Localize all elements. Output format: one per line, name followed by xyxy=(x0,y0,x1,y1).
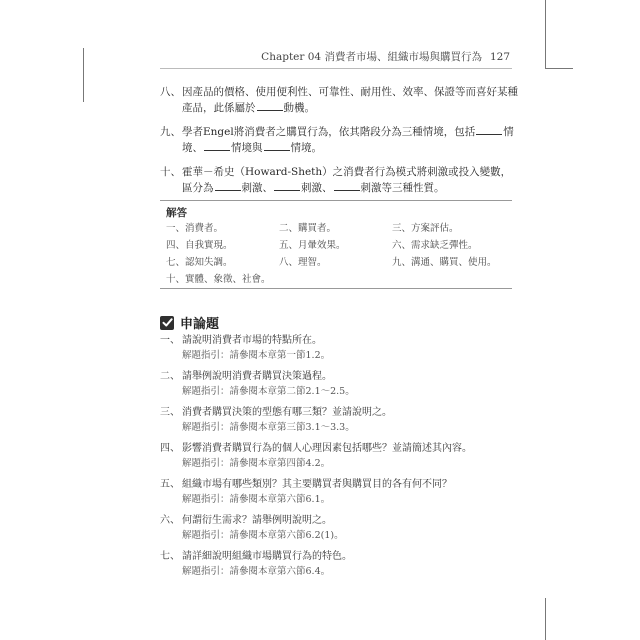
answer-item: 七、認知失調。 xyxy=(166,257,233,268)
answer-item: 五、月暈效果。 xyxy=(279,240,346,251)
answer-bottom-rule xyxy=(160,288,512,289)
question-number: 三、 xyxy=(160,407,180,418)
page-number: 127 xyxy=(489,51,510,63)
answer-blank xyxy=(215,180,241,191)
answer-item: 三、方案評估。 xyxy=(392,223,459,234)
fill-in-item xyxy=(160,164,520,196)
check-box-icon xyxy=(160,316,174,330)
essay-question-list xyxy=(160,333,520,585)
essay-question xyxy=(160,513,520,543)
question-number: 一、 xyxy=(160,335,180,346)
essay-section-header xyxy=(160,313,219,332)
question-number: 五、 xyxy=(160,479,180,490)
fill-in-item xyxy=(160,84,520,116)
crop-mark xyxy=(83,48,84,102)
item-text: 情境。 xyxy=(290,142,322,154)
crop-mark xyxy=(545,598,546,640)
question-text: 請詳細說明組織市場購買行為的特色。 xyxy=(182,551,352,562)
essay-question xyxy=(160,333,520,363)
item-text: 情境、 xyxy=(182,126,514,154)
question-number: 四、 xyxy=(160,443,180,454)
answer-item: 九、溝通、購買、使用。 xyxy=(392,257,497,268)
question-hint: 解題指引：請參閱本章第三節3.1～3.3。 xyxy=(182,422,355,433)
item-number: 十、 xyxy=(160,166,181,178)
item-text: 動機。 xyxy=(283,102,315,114)
answer-blank xyxy=(257,100,283,111)
answer-item: 四、自我實現。 xyxy=(166,240,233,251)
answer-item: 二、購買者。 xyxy=(279,223,337,234)
essay-question xyxy=(160,369,520,399)
answer-blank xyxy=(274,180,300,191)
fill-in-questions xyxy=(160,84,520,204)
crop-mark xyxy=(545,0,546,68)
question-hint: 解題指引：請參閱本章第一節1.2。 xyxy=(182,350,331,361)
question-text: 影響消費者購買行為的個人心理因素包括哪些？並請簡述其內容。 xyxy=(182,443,472,454)
question-text: 請舉例說明消費者購買決策過程。 xyxy=(182,371,332,382)
essay-title: 申論題 xyxy=(180,317,220,332)
answer-blank xyxy=(334,180,360,191)
answer-blank xyxy=(204,140,230,151)
item-text: 刺激等三種性質。 xyxy=(360,182,445,194)
answer-blank xyxy=(264,140,290,151)
question-text: 消費者購買決策的型態有哪三類？並請說明之。 xyxy=(182,407,392,418)
answer-grid xyxy=(166,222,516,287)
answer-item: 八、理智。 xyxy=(279,257,327,268)
question-hint: 解題指引：請參閱本章第二節2.1～2.5。 xyxy=(182,386,355,397)
answer-title: 解答 xyxy=(166,207,187,219)
crop-mark xyxy=(545,68,573,69)
question-number: 七、 xyxy=(160,551,180,562)
item-text: 情境與 xyxy=(231,142,263,154)
item-text: 霍華－希史（Howard-Sheth）之消費者行為模式將刺激或投入變數，區分為 xyxy=(182,166,512,194)
question-hint: 解題指引：請參閱本章第六節6.1。 xyxy=(182,494,331,505)
essay-question xyxy=(160,405,520,435)
item-number: 八、 xyxy=(160,86,181,98)
fill-in-item xyxy=(160,124,520,156)
question-number: 六、 xyxy=(160,515,180,526)
question-text: 何謂衍生需求？請舉例明說明之。 xyxy=(182,515,332,526)
item-number: 九、 xyxy=(160,126,181,138)
chapter-title: Chapter 04 消費者市場、組織市場與購買行為 xyxy=(261,51,482,63)
question-number: 二、 xyxy=(160,371,180,382)
essay-question xyxy=(160,441,520,471)
answer-blank xyxy=(476,124,502,135)
answer-top-rule xyxy=(160,200,512,201)
answer-item: 十、實體、象徵、社會。 xyxy=(166,274,271,285)
header-rule xyxy=(160,68,512,69)
question-hint: 解題指引：請參閱本章第四節4.2。 xyxy=(182,458,331,469)
essay-question xyxy=(160,549,520,579)
question-hint: 解題指引：請參閱本章第六節6.2(1)。 xyxy=(182,530,344,541)
item-text: 學者Engel將消費者之購買行為，依其階段分為三種情境，包括 xyxy=(182,126,476,138)
item-text: 刺激、 xyxy=(301,182,333,194)
item-text: 刺激、 xyxy=(241,182,273,194)
answer-item: 一、消費者。 xyxy=(166,223,224,234)
item-text: 因產品的價格、使用便利性、可靠性、耐用性、效率、保證等而喜好某種產品，此係屬於 xyxy=(182,86,518,114)
question-hint: 解題指引：請參閱本章第六節6.4。 xyxy=(182,566,331,577)
essay-question xyxy=(160,477,520,507)
answer-item: 六、需求缺乏彈性。 xyxy=(392,240,478,251)
question-text: 組織市場有哪些類別？其主要購買者與購買目的各有何不同？ xyxy=(182,479,452,490)
running-header xyxy=(261,49,510,64)
question-text: 請說明消費者市場的特點所在。 xyxy=(182,335,322,346)
